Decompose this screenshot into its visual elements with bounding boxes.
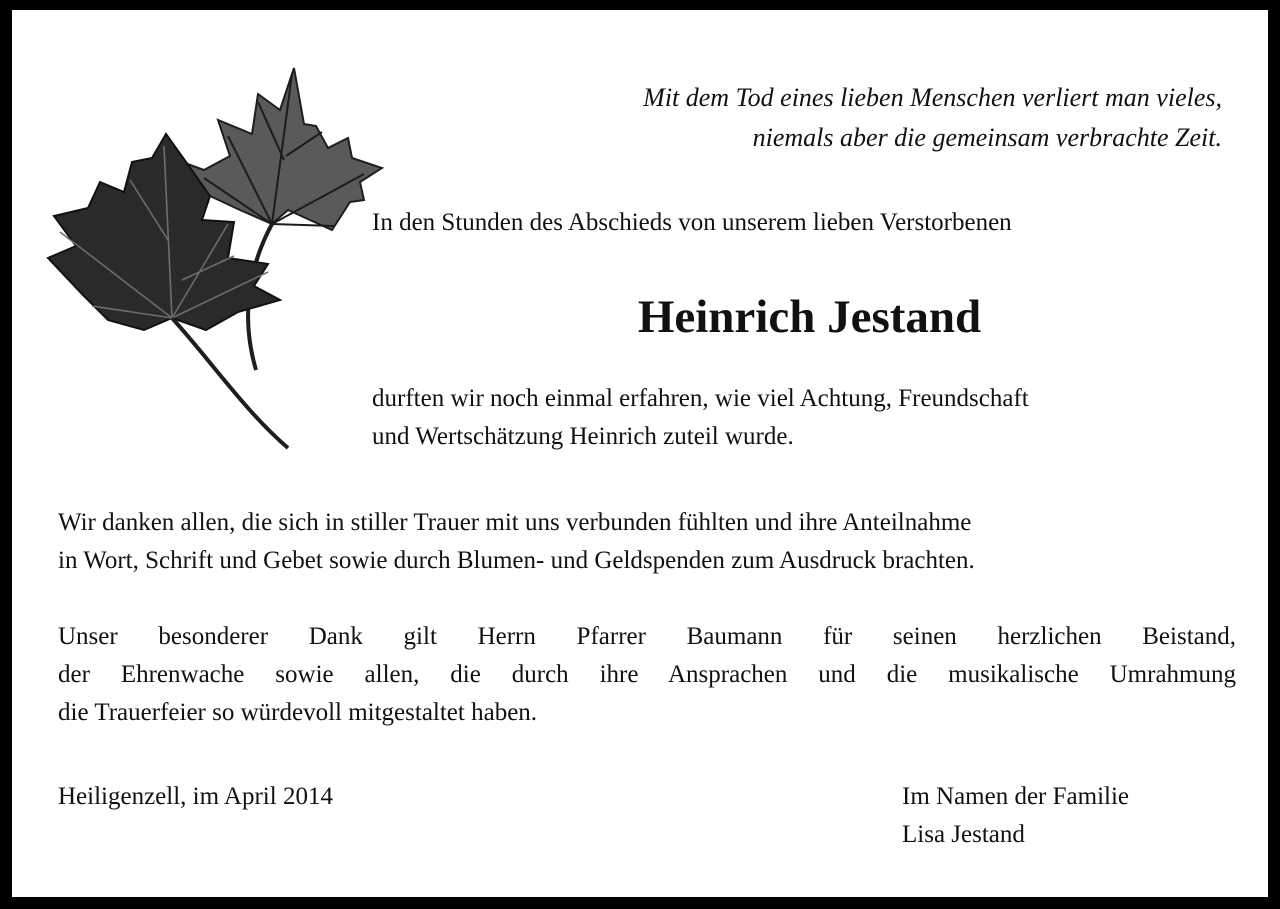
deceased-name: Heinrich Jestand — [637, 291, 982, 343]
thanks-line-1: Wir danken allen, die sich in stiller Trauer mit uns verbunden fühlten und ihre Anteilnahme — [58, 509, 972, 536]
thanks-paragraph — [58, 504, 1236, 580]
special-thanks-line-3: die Trauerfeier so würdevoll mitgestaltet haben. — [58, 699, 538, 726]
maple-leaves-icon — [32, 50, 392, 460]
motto-quote — [462, 78, 1222, 158]
signature — [902, 778, 1129, 854]
motto-line-2: niemals aber die gemeinsam verbrachte Zeit. — [752, 123, 1222, 152]
signature-line-1: Im Namen der Familie — [902, 783, 1130, 810]
experience-line-1: durften wir noch einmal erfahren, wie viel Achtung, Freundschaft — [372, 385, 1029, 412]
place-date: Heiligenzell, im April 2014 — [58, 783, 333, 810]
signature-name: Lisa Jestand — [902, 821, 1025, 848]
special-thanks-paragraph — [58, 618, 1236, 732]
thanks-line-2: in Wort, Schrift und Gebet sowie durch Blumen- und Geldspenden zum Ausdruck brachten. — [58, 547, 975, 574]
experience-line-2: und Wertschätzung Heinrich zuteil wurde. — [372, 423, 794, 450]
special-thanks-line-1: Unser besonderer Dank gilt Herrn Pfarrer Baumann für seinen herzlichen Beistand, — [58, 623, 1236, 650]
special-thanks-line-2: der Ehrenwache sowie allen, die durch ihre Ansprachen und die musikalische Umrahmung — [58, 661, 1236, 688]
experience-paragraph — [372, 380, 1222, 456]
motto-line-1: Mit dem Tod eines lieben Menschen verliert man vieles, — [643, 83, 1222, 112]
intro-text: In den Stunden des Abschieds von unserem lieben Verstorbenen — [372, 209, 1012, 236]
